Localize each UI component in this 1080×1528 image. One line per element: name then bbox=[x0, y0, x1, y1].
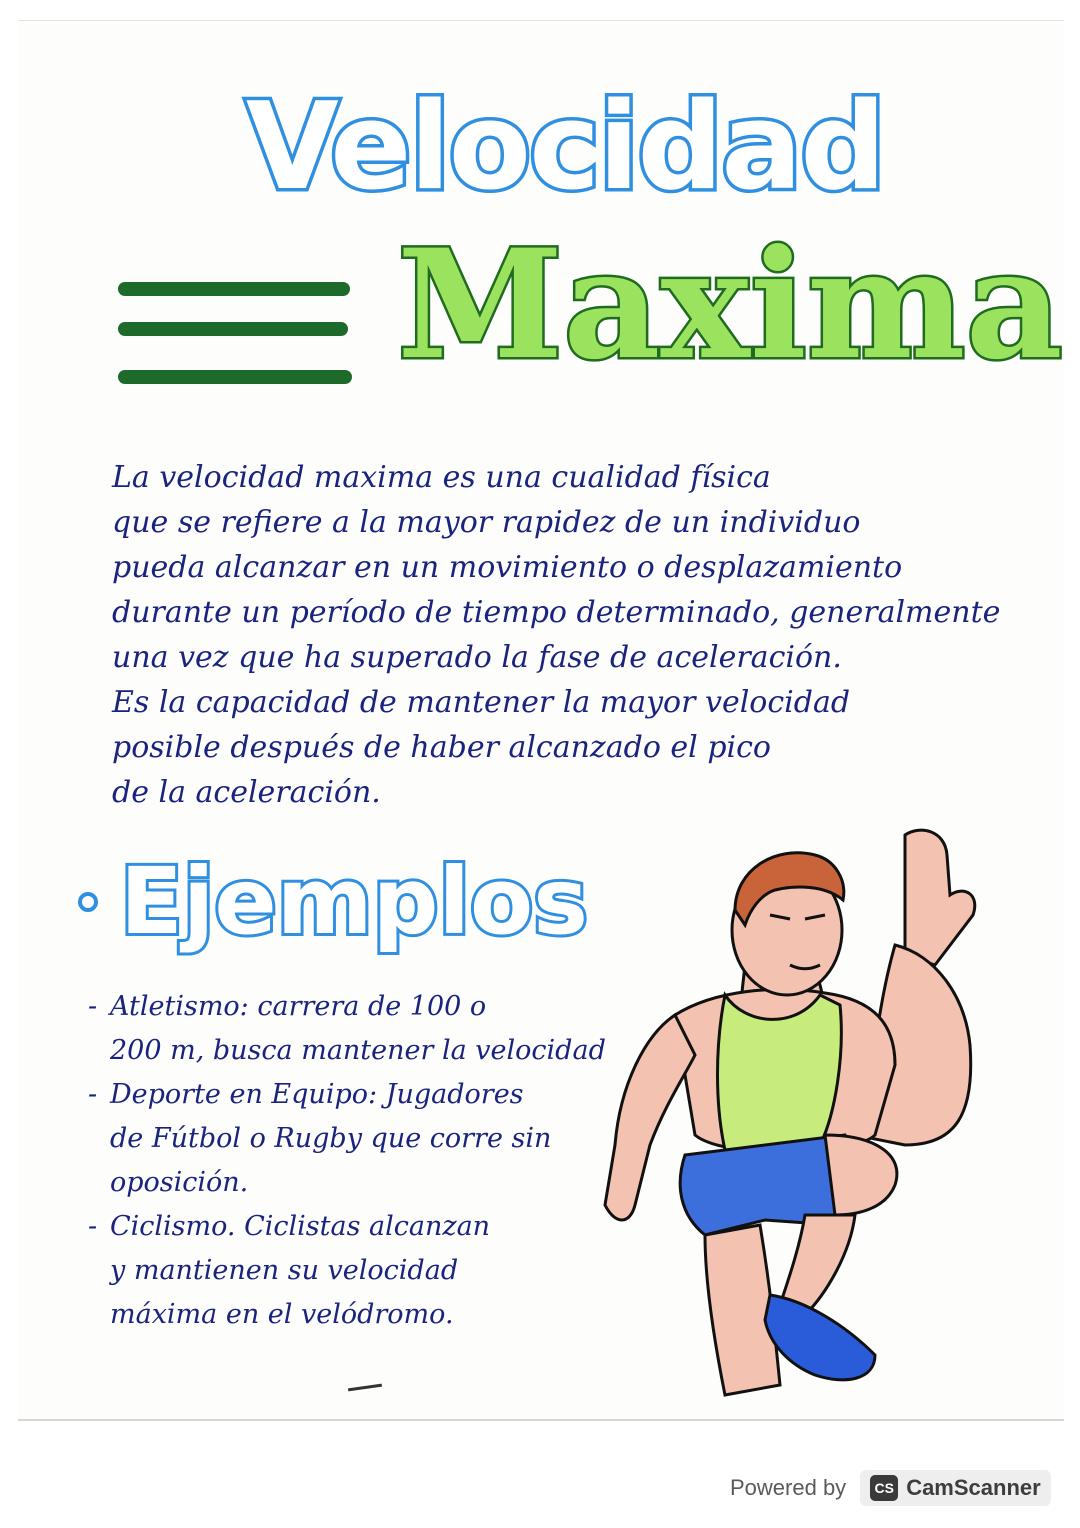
camscanner-brand-name: CamScanner bbox=[906, 1475, 1041, 1500]
bullet-circle-icon bbox=[78, 892, 98, 912]
title-velocidad: Velocidad bbox=[245, 78, 885, 217]
list-dash: - bbox=[88, 991, 98, 1022]
title-maxima: Maxima bbox=[397, 217, 1063, 393]
definition-line: La velocidad maxima es una cualidad física bbox=[112, 460, 771, 495]
title-underline-bar-2 bbox=[118, 322, 348, 336]
definition-line: de la aceleración. bbox=[112, 775, 381, 810]
definition-line: posible después de haber alcanzado el pico bbox=[112, 730, 771, 765]
list-dash: - bbox=[88, 1079, 98, 1110]
title-underline-bar-3 bbox=[118, 370, 352, 384]
list-item bbox=[88, 985, 606, 1073]
example-line: - Deporte en Equipo: Jugadores bbox=[88, 1073, 588, 1117]
example-line: y mantienen su velocidad bbox=[110, 1255, 459, 1286]
examples-heading: Ejemplos bbox=[120, 848, 588, 955]
definition-line: durante un período de tiempo determinado, generalmente bbox=[112, 595, 1001, 630]
definition-line: pueda alcanzar en un movimiento o desplazamiento bbox=[112, 550, 903, 585]
title-underline-bar-1 bbox=[118, 282, 350, 296]
example-line: de Fútbol o Rugby que corre sin bbox=[110, 1123, 552, 1154]
definition-line: Es la capacidad de mantener la mayor velocidad bbox=[112, 685, 851, 720]
athlete-illustration bbox=[575, 815, 1005, 1415]
example-line: - Atletismo: carrera de 100 o bbox=[88, 985, 588, 1029]
examples-list bbox=[88, 985, 606, 1337]
example-line: oposición. bbox=[110, 1167, 249, 1198]
powered-by-label: Powered by bbox=[730, 1475, 847, 1500]
list-item bbox=[88, 1205, 588, 1337]
example-line: 200 m, busca mantener la velocidad bbox=[110, 1035, 606, 1066]
definition-line: que se refiere a la mayor rapidez de un individuo bbox=[112, 505, 861, 540]
list-dash: - bbox=[88, 1211, 98, 1242]
camscanner-footer bbox=[730, 1462, 1060, 1514]
example-line: - Ciclismo. Ciclistas alcanzan bbox=[88, 1205, 588, 1249]
camscanner-logo-icon: CS bbox=[870, 1475, 898, 1501]
definition-line: una vez que ha superado la fase de aceleración. bbox=[112, 640, 842, 675]
example-line: máxima en el velódromo. bbox=[110, 1299, 454, 1330]
definition-paragraph bbox=[112, 455, 1012, 815]
list-item bbox=[88, 1073, 588, 1205]
camscanner-badge[interactable] bbox=[860, 1470, 1051, 1506]
